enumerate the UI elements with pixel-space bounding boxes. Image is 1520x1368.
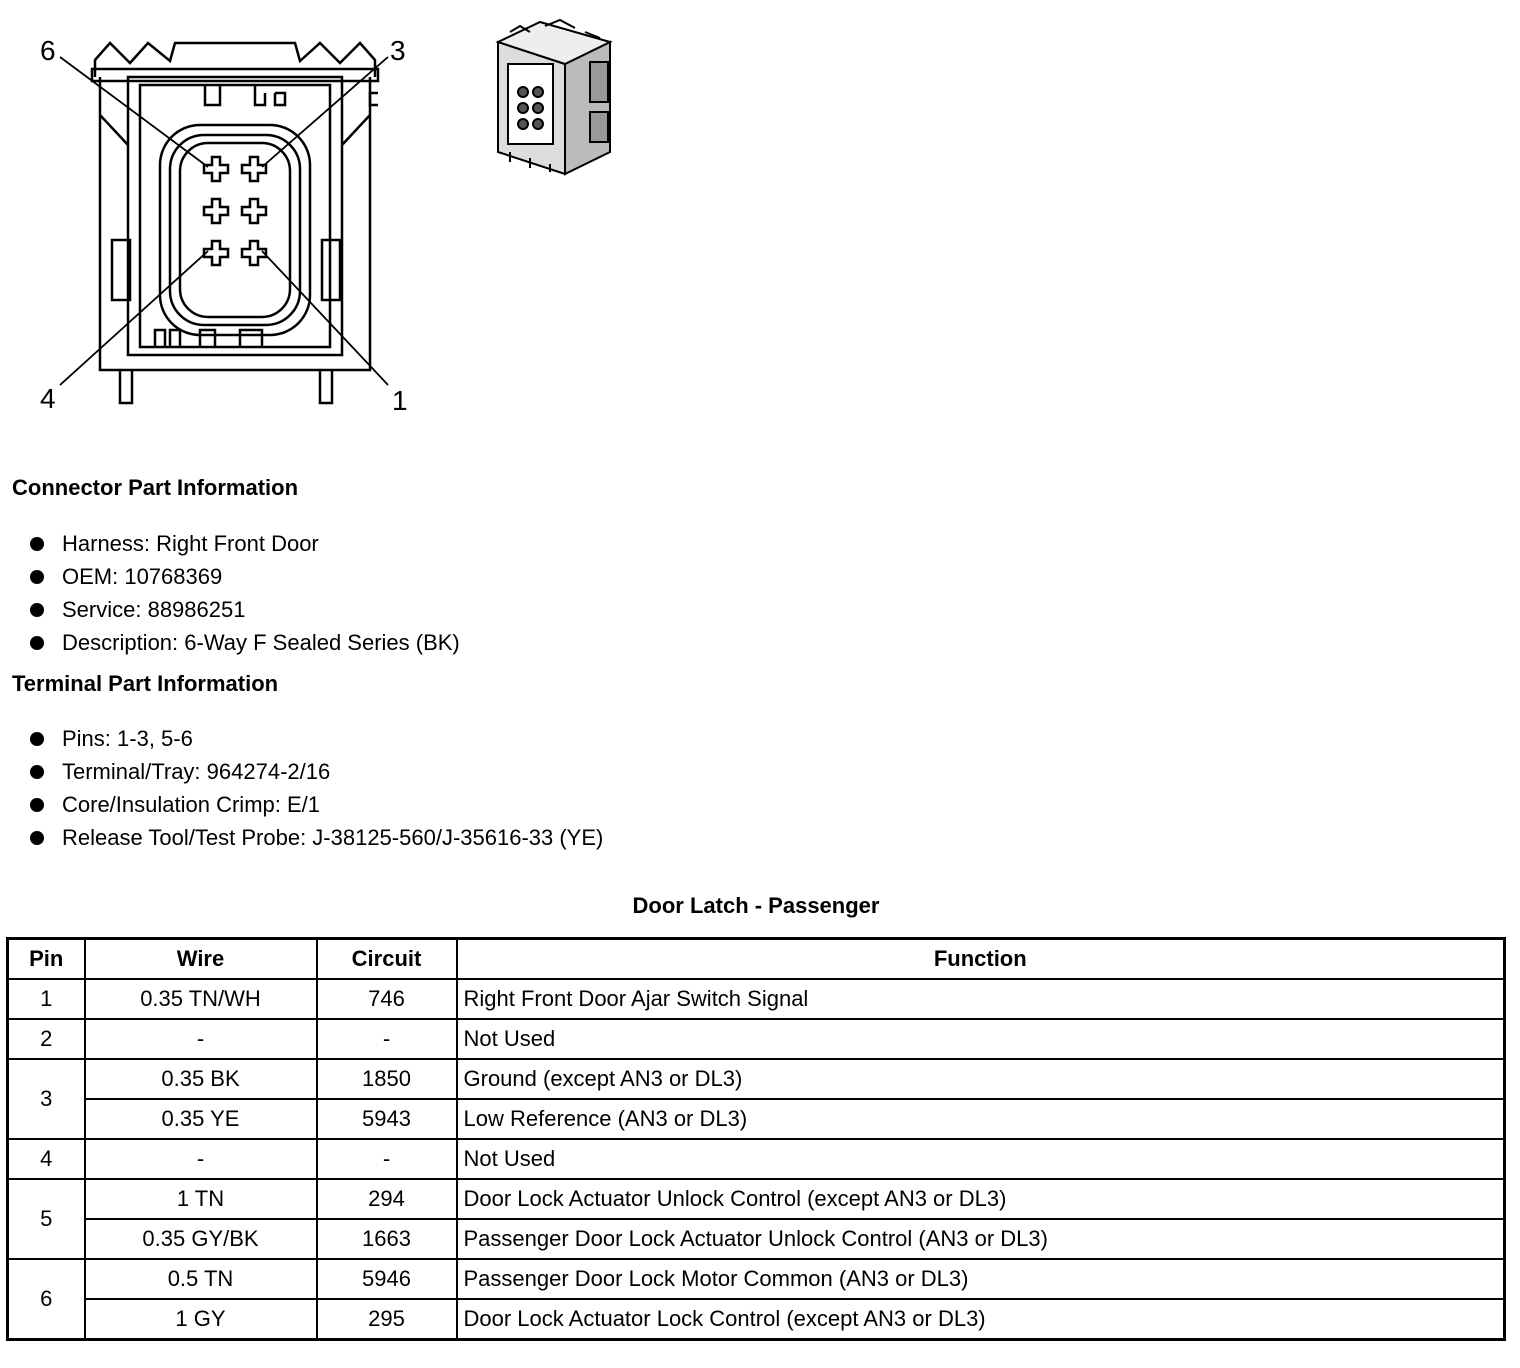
function-cell: Ground (except AN3 or DL3)	[457, 1059, 1505, 1099]
wire-cell: -	[85, 1139, 317, 1179]
wire-cell: 0.35 YE	[85, 1099, 317, 1139]
list-item: Harness: Right Front Door	[28, 527, 460, 560]
table-row	[8, 1139, 1505, 1179]
connector-face-diagram	[30, 25, 420, 420]
wire-cell: 0.35 BK	[85, 1059, 317, 1099]
list-item: Terminal/Tray: 964274-2/16	[28, 755, 603, 788]
circuit-cell: 746	[317, 979, 457, 1019]
table-row	[8, 1179, 1505, 1219]
function-cell: Not Used	[457, 1139, 1505, 1179]
list-item: Pins: 1-3, 5-6	[28, 722, 603, 755]
column-header-pin: Pin	[8, 939, 85, 980]
table-row	[8, 1299, 1505, 1340]
table-row	[8, 1059, 1505, 1099]
pin-cell: 2	[8, 1019, 85, 1059]
table-title: Door Latch - Passenger	[632, 893, 880, 918]
list-item: Release Tool/Test Probe: J-38125-560/J-35616-33 (YE)	[28, 821, 603, 854]
pinout-table	[6, 937, 1506, 1341]
pin-callout-1: 1	[392, 385, 408, 416]
pin-cell: 4	[8, 1139, 85, 1179]
wire-cell: 1 GY	[85, 1299, 317, 1340]
function-cell: Passenger Door Lock Motor Common (AN3 or DL3)	[457, 1259, 1505, 1299]
circuit-cell: 5946	[317, 1259, 457, 1299]
connector-top-bar	[92, 69, 378, 81]
circuit-cell: -	[317, 1139, 457, 1179]
circuit-cell: 294	[317, 1179, 457, 1219]
wire-cell: 0.35 GY/BK	[85, 1219, 317, 1259]
circuit-cell: -	[317, 1019, 457, 1059]
column-header-wire: Wire	[85, 939, 317, 980]
pin-cell: 5	[8, 1179, 85, 1259]
list-item: Service: 88986251	[28, 593, 460, 626]
wire-cell: 0.35 TN/WH	[85, 979, 317, 1019]
table-row	[8, 1099, 1505, 1139]
circuit-cell: 295	[317, 1299, 457, 1340]
pin-callout-4: 4	[40, 383, 56, 414]
list-item: Description: 6-Way F Sealed Series (BK)	[28, 626, 460, 659]
circuit-cell: 1850	[317, 1059, 457, 1099]
connector-seal-outer	[160, 125, 310, 335]
function-cell: Door Lock Actuator Unlock Control (except AN3 or DL3)	[457, 1179, 1505, 1219]
wire-cell: 1 TN	[85, 1179, 317, 1219]
wire-cell: -	[85, 1019, 317, 1059]
circuit-cell: 1663	[317, 1219, 457, 1259]
function-cell: Door Lock Actuator Lock Control (except AN3 or DL3)	[457, 1299, 1505, 1340]
pin-callout-6: 6	[40, 35, 56, 66]
column-header-function: Function	[457, 939, 1505, 980]
terminal-part-info-list	[28, 722, 603, 854]
table-row	[8, 1019, 1505, 1059]
pin-callout-3: 3	[390, 35, 406, 66]
column-header-circuit: Circuit	[317, 939, 457, 980]
function-cell: Right Front Door Ajar Switch Signal	[457, 979, 1505, 1019]
function-cell: Passenger Door Lock Actuator Unlock Control (AN3 or DL3)	[457, 1219, 1505, 1259]
table-row	[8, 1219, 1505, 1259]
circuit-cell: 5943	[317, 1099, 457, 1139]
connector-part-info-list	[28, 527, 460, 659]
connector-latch-edge	[95, 43, 375, 77]
terminal-part-info-heading: Terminal Part Information	[12, 671, 279, 696]
table-row	[8, 1259, 1505, 1299]
connector-part-info-heading: Connector Part Information	[12, 475, 299, 500]
table-row	[8, 979, 1505, 1019]
pin-cell: 1	[8, 979, 85, 1019]
wire-cell: 0.5 TN	[85, 1259, 317, 1299]
list-item: Core/Insulation Crimp: E/1	[28, 788, 603, 821]
connector-3d-illustration	[490, 12, 620, 180]
pin-cell: 6	[8, 1259, 85, 1340]
pin-cavities	[204, 157, 266, 265]
table-header-row	[8, 939, 1505, 980]
list-item: OEM: 10768369	[28, 560, 460, 593]
function-cell: Not Used	[457, 1019, 1505, 1059]
pin-cell: 3	[8, 1059, 85, 1139]
function-cell: Low Reference (AN3 or DL3)	[457, 1099, 1505, 1139]
